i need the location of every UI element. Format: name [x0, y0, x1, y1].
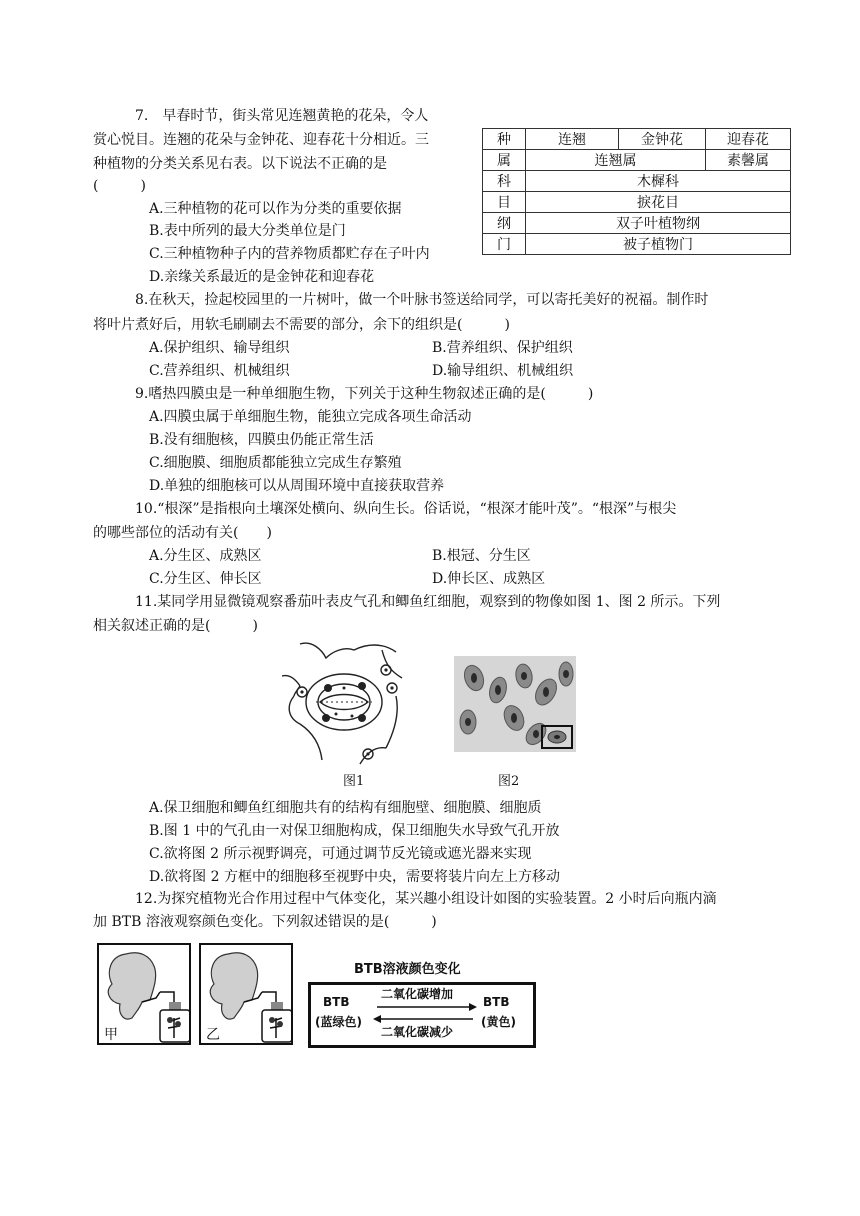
fig1-caption: 图1 [343, 774, 365, 789]
rank-class: 纲 [483, 213, 526, 234]
q8-option-a: A.保护组织、输导组织 [149, 340, 290, 356]
stomata-figure [282, 636, 412, 766]
q10-option-a: A.分生区、成熟区 [149, 548, 262, 564]
rank-species: 种 [483, 129, 526, 150]
red-blood-cell-figure [454, 656, 576, 752]
q10-option-d: D.伸长区、成熟区 [432, 571, 546, 587]
q8-stem-2: 将叶片煮好后，用软毛刷刷去不需要的部分，余下的组织是( ) [93, 317, 510, 333]
q11-stem-1: 11.某同学用显微镜观察番茄叶表皮气孔和鲫鱼红细胞，观察到的物像如图 1、图 2 所示。下列 [135, 594, 721, 610]
label-yi: 乙 [206, 1027, 220, 1043]
q7-stem-4: ( ) [93, 178, 146, 194]
q9-stem-1: 9.嗜热四膜虫是一种单细胞生物，下列关于这种生物叙述正确的是( ) [135, 386, 594, 402]
q11-option-d: D.欲将图 2 方框中的细胞移至视野中央，需要将装片向左上方移动 [149, 869, 560, 885]
q9-option-a: A.四膜虫属于单细胞生物，能独立完成各项生命活动 [149, 409, 472, 425]
q10-stem-1: 10.“根深”是指根向土壤深处横向、纵向生长。俗话说，“根深才能叶茂”。“根深”与根尖 [135, 501, 677, 517]
btb-title: BTB溶液颜色变化 [354, 962, 461, 977]
rank-order: 目 [483, 192, 526, 213]
q7-option-d: D.亲缘关系最近的是金钟花和迎春花 [149, 269, 375, 285]
btb-left-color: (蓝绿色) [315, 1015, 362, 1029]
cell-lianqiao-genus: 连翘属 [526, 150, 706, 171]
arrow-bottom-label: 二氧化碳减少 [381, 1025, 454, 1039]
q7-stem-3: 种植物的分类关系见右表。以下说法不正确的是 [93, 156, 387, 172]
q9-option-b: B.没有细胞核，四膜虫仍能正常生活 [149, 432, 374, 448]
q11-option-b: B.图 1 中的气孔由一对保卫细胞构成，保卫细胞失水导致气孔开放 [149, 823, 560, 839]
q11-option-c: C.欲将图 2 所示视野调亮，可通过调节反光镜或遮光器来实现 [149, 846, 532, 862]
q7-stem-1: 7. 早春时节，街头常见连翘黄艳的花朵，令人 [135, 108, 429, 124]
cell-lianqiao: 连翘 [526, 129, 619, 150]
taxonomy-table [482, 128, 791, 255]
q10-stem-2: 的哪些部位的活动有关( ) [93, 525, 272, 541]
q10-option-c: C.分生区、伸长区 [149, 571, 262, 587]
cell-family: 木樨科 [526, 171, 791, 192]
q8-option-b: B.营养组织、保护组织 [432, 340, 573, 356]
fig2-caption: 图2 [498, 774, 520, 789]
btb-right-color: (黄色) [481, 1015, 516, 1029]
rank-family: 科 [483, 171, 526, 192]
q8-option-c: C.营养组织、机械组织 [149, 363, 290, 379]
cell-jinzhonghua: 金钟花 [619, 129, 706, 150]
q11-stem-2: 相关叙述正确的是( ) [93, 618, 258, 634]
cell-suxin-genus: 素馨属 [706, 150, 791, 171]
q7-option-c: C.三种植物种子内的营养物质都贮存在子叶内 [149, 246, 430, 262]
q9-option-d: D.单独的细胞核可以从周围环境中直接获取营养 [149, 478, 445, 494]
q8-option-d: D.输导组织、机械组织 [432, 363, 574, 379]
q8-stem-1: 8.在秋天，捡起校园里的一片树叶，做一个叶脉书签送给同学，可以寄托美好的祝福。制作时 [135, 292, 709, 308]
q7-option-a: A.三种植物的花可以作为分类的重要依据 [149, 201, 402, 217]
cell-phylum: 被子植物门 [526, 234, 791, 255]
btb-right-label: BTB [483, 995, 510, 1009]
btb-left-label: BTB [323, 995, 350, 1009]
q12-stem-2: 加 BTB 溶液观察颜色变化。下列叙述错误的是( ) [93, 914, 437, 930]
q7-option-b: B.表中所列的最大分类单位是门 [149, 223, 346, 239]
q9-option-c: C.细胞膜、细胞质都能独立完成生存繁殖 [149, 455, 402, 471]
q11-option-a: A.保卫细胞和鲫鱼红细胞共有的结构有细胞壁、细胞膜、细胞质 [149, 800, 542, 816]
label-jia: 甲 [104, 1027, 118, 1043]
q7-stem-2: 赏心悦目。连翘的花朵与金钟花、迎春花十分相近。三 [93, 132, 429, 148]
btb-arrows [373, 999, 477, 1025]
cell-yingchunhua: 迎春花 [706, 129, 791, 150]
arrow-top-label: 二氧化碳增加 [381, 987, 454, 1001]
rank-genus: 属 [483, 150, 526, 171]
q10-option-b: B.根冠、分生区 [432, 548, 531, 564]
rank-phylum: 门 [483, 234, 526, 255]
cell-class: 双子叶植物纲 [526, 213, 791, 234]
q12-stem-1: 12.为探究植物光合作用过程中气体变化，某兴趣小组设计如图的实验装置。2 小时后向瓶内滴 [135, 891, 717, 907]
btb-panel [308, 982, 536, 1048]
cell-order: 捩花目 [526, 192, 791, 213]
